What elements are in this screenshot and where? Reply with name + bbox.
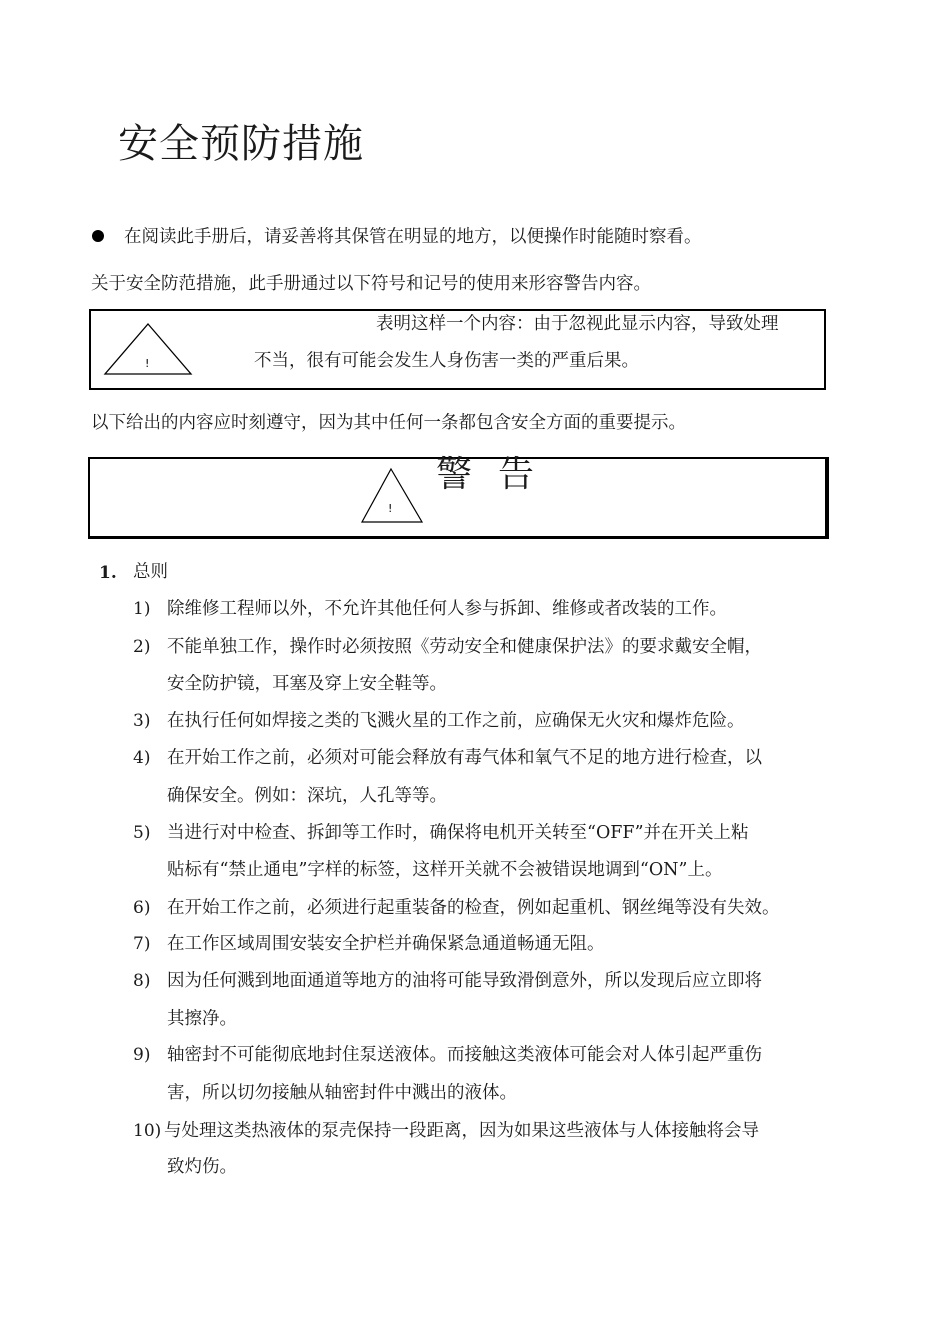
list-item-line: 确保安全。例如：深坑，人孔等等。: [167, 786, 447, 806]
intro-paragraph: 关于安全防范措施，此手册通过以下符号和记号的使用来形容警告内容。: [91, 274, 651, 294]
notice-line-1: 表明这样一个内容：由于忽视此显示内容，导致处理: [376, 314, 779, 334]
warning-triangle-icon: [103, 322, 193, 376]
list-item-line: 不能单独工作，操作时必须按照《劳动安全和健康保护法》的要求戴安全帽，: [167, 637, 762, 657]
list-item-line: 在执行任何如焊接之类的飞溅火星的工作之前，应确保无火灾和爆炸危险。: [167, 711, 745, 731]
notice-line-2: 不当，很有可能会发生人身伤害一类的严重后果。: [254, 351, 639, 371]
list-item-line: 其擦净。: [167, 1009, 237, 1029]
list-item-number: 10): [133, 1121, 162, 1141]
list-item-number: 6): [133, 898, 151, 918]
list-item-line: 当进行对中检查、拆卸等工作时，确保将电机开关转至“OFF”并在开关上粘: [167, 823, 749, 843]
list-item-line: 因为任何溅到地面通道等地方的油将可能导致滑倒意外，所以发现后应立即将: [167, 971, 762, 991]
list-item-line: 在开始工作之前，必须进行起重装备的检查，例如起重机、钢丝绳等没有失效。: [167, 898, 780, 918]
section-number: 1.: [99, 563, 117, 583]
list-item-line: 在工作区域周围安装安全护栏并确保紧急通道畅通无阻。: [167, 934, 605, 954]
bullet-icon: [92, 230, 104, 242]
list-item-line: 致灼伤。: [167, 1157, 237, 1177]
list-item-number: 7): [133, 934, 151, 954]
compliance-paragraph: 以下给出的内容应时刻遵守，因为其中任何一条都包含安全方面的重要提示。: [91, 413, 686, 433]
section-title: 总则: [133, 562, 168, 582]
list-item-number: 5): [133, 823, 151, 843]
list-item-line: 与处理这类热液体的泵壳保持一段距离，因为如果这些液体与人体接触将会导: [164, 1121, 759, 1141]
list-item-number: 8): [133, 971, 151, 991]
list-item-number: 1): [133, 599, 151, 619]
intro-bullet-text: 在阅读此手册后，请妥善将其保管在明显的地方，以便操作时能随时察看。: [124, 227, 702, 247]
list-item-line: 在开始工作之前，必须对可能会释放有毒气体和氧气不足的地方进行检查，以: [167, 748, 762, 768]
list-item-number: 4): [133, 748, 151, 768]
warning-mark: !: [145, 357, 150, 370]
list-item-number: 3): [133, 711, 151, 731]
list-item-line: 安全防护镜，耳塞及穿上安全鞋等。: [167, 674, 447, 694]
warning-triangle-icon: [360, 467, 424, 525]
list-item-line: 除维修工程师以外，不允许其他任何人参与拆卸、维修或者改装的工作。: [167, 599, 727, 619]
page-title: 安全预防措施: [118, 121, 364, 167]
list-item-line: 害，所以切勿接触从轴密封件中溅出的液体。: [167, 1083, 517, 1103]
list-item-line: 轴密封不可能彻底地封住泵送液体。而接触这类液体可能会对人体引起严重伤: [167, 1045, 762, 1065]
list-item-number: 9): [133, 1045, 151, 1065]
list-item-line: 贴标有“禁止通电”字样的标签，这样开关就不会被错误地调到“ON”上。: [167, 860, 723, 880]
warning-mark: !: [388, 502, 393, 515]
list-item-number: 2): [133, 637, 151, 657]
warning-heading: 警告: [436, 454, 561, 495]
